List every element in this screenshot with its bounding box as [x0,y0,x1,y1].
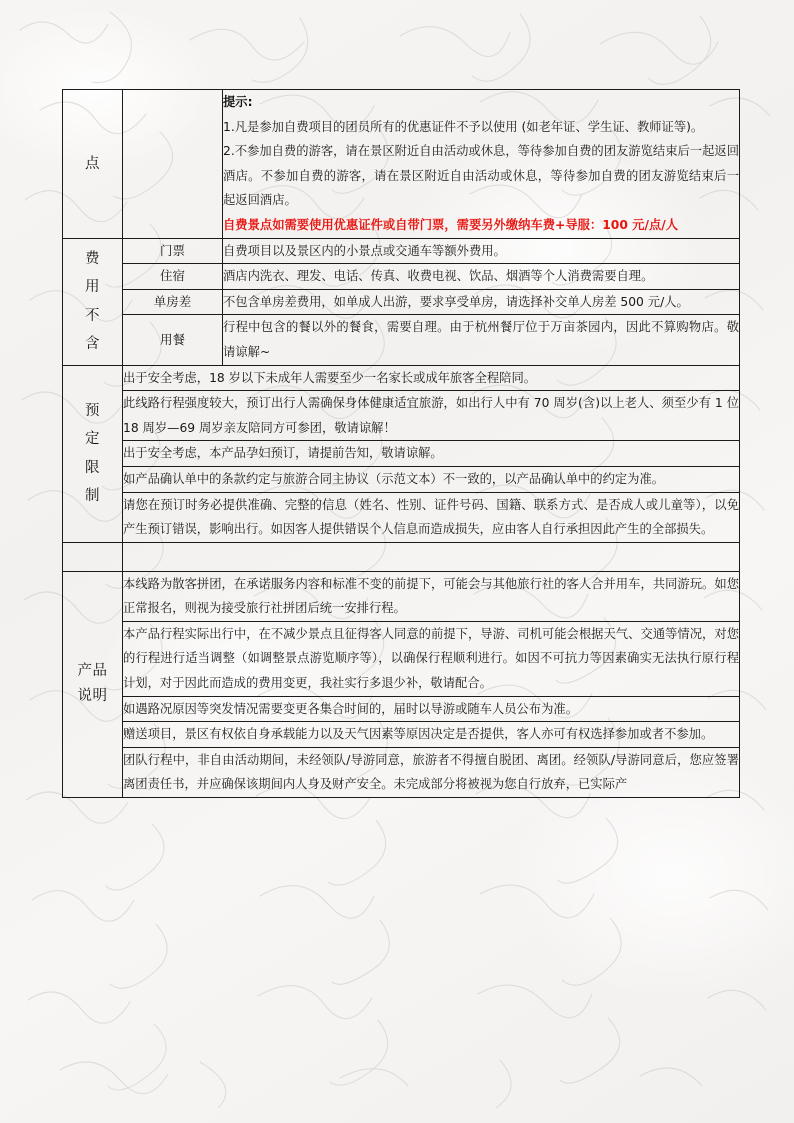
category-label-tips [63,90,123,239]
sub-label-tips [123,90,223,239]
table-row [63,492,740,542]
sub-label-ticket: 门票 [123,238,223,264]
table-row [63,722,740,748]
table-row [63,289,740,315]
tips-item-2: 2.不参加自费的游客，请在景区附近自由活动或休息，等待参加自费的团友游览结束后一起返回酒店。不参加自费的游客，请在景区附近自由活动或休息，等待参加自费的团友游览结束后一起返回酒店。 [223,144,739,208]
product-note-leaving-group: 团队行程中，非自由活动期间，未经领队/导游同意，旅游者不得擅自脱团、离团。经领队/导游同意后，您应签署离团责任书，并应确保该期间内人身及财产安全。未完成部分将被视为您自行放弃，已实际产 [123,747,740,797]
table-row [63,365,740,391]
booking-restriction-minor: 出于安全考虑，18 岁以下未成年人需要至少一名家长或成年旅客全程陪同。 [123,365,740,391]
tips-warning: 自费景点如需要使用优惠证件或自带门票，需要另外缴纳车费+导服：100 元/点/人 [223,217,679,232]
tips-content [223,90,740,239]
fees-excluded-ticket: 自费项目以及景区内的小景点或交通车等额外费用。 [223,238,740,264]
category-label-booking-restrictions [63,365,123,542]
spacer-cell [123,542,740,571]
table-row [63,441,740,467]
category-label-fees-excluded [63,238,123,365]
table-row [63,238,740,264]
category-char: 定 [85,431,100,448]
table-row-spacer [63,542,740,571]
fees-excluded-single-supplement: 不包含单房差费用，如单成人出游，要求享受单房，请选择补交单人房差 500 元/人。 [223,289,740,315]
tips-heading: 提示: [223,95,253,109]
table-row [63,391,740,441]
category-char: 限 [85,459,100,476]
category-char: 用 [85,279,100,296]
table-row [63,466,740,492]
fees-excluded-accommodation: 酒店内洗衣、理发、电话、传真、收费电视、饮品、烟酒等个人消费需要自理。 [223,264,740,290]
sub-label-meals: 用餐 [123,315,223,365]
sub-label-accommodation: 住宿 [123,264,223,290]
booking-restriction-contract: 如产品确认单中的条款约定与旅游合同主协议（示范文本）不一致的，以产品确认单中的约定为准。 [123,466,740,492]
table-row [63,696,740,722]
category-char: 预 [85,403,100,420]
fees-excluded-meals: 行程中包含的餐以外的餐食，需要自理。由于杭州餐厅位于万亩茶园内，因此不算购物店。敬请谅解~ [223,315,740,365]
category-char: 点 [85,155,100,172]
booking-restriction-health: 此线路行程强度较大，预订出行人需确保身体健康适宜旅游，如出行人中有 70 周岁(含)以上老人、须至少有 1 位 18 周岁—69 周岁亲友陪同方可参团，敬请谅解！ [123,391,740,441]
sub-label-single-supplement: 单房差 [123,289,223,315]
table-row [63,571,740,621]
category-char: 说明 [77,688,108,705]
table-row [63,315,740,365]
category-char: 含 [85,335,100,352]
category-label-spacer [63,542,123,571]
category-char: 产品 [77,662,108,679]
category-char: 费 [85,251,100,268]
table-row [63,264,740,290]
table-row [63,90,740,239]
product-note-gift-items: 赠送项目，景区有权依自身承载能力以及天气因素等原因决定是否提供，客人亦可有权选择参加或者不参加。 [123,722,740,748]
category-char: 不 [85,307,100,324]
table-row [63,747,740,797]
category-label-product-notes [63,571,123,797]
category-char: 制 [85,487,100,504]
booking-restriction-accurate-info: 请您在预订时务必提供准确、完整的信息（姓名、性别、证件号码、国籍、联系方式、是否成人或儿童等），以免产生预订错误，影响出行。如因客人提供错误个人信息而造成损失，应由客人自行承担因此产生的全部损失。 [123,492,740,542]
product-note-group-tour: 本线路为散客拼团，在承诺服务内容和标准不变的前提下，可能会与其他旅行社的客人合并用车，共同游玩。如您正常报名，则视为接受旅行社拼团后统一安排行程。 [123,571,740,621]
product-terms-table [62,89,740,798]
product-note-itinerary-adjustment: 本产品行程实际出行中，在不减少景点且征得客人同意的前提下，导游、司机可能会根据天气、交通等情况，对您的行程进行适当调整（如调整景点游览顺序等），以确保行程顺利进行。如因不可抗力等因素确实无法执行原行程计划，对于因此而造成的费用变更，我社实行多退少补，敬请配合。 [123,621,740,696]
tips-item-1: 1.凡是参加自费项目的团员所有的优惠证件不予以使用 (如老年证、学生证、教师证等)。 [223,119,704,134]
product-note-meeting-time: 如遇路况原因等突发情况需要变更各集合时间的，届时以导游或随车人员公布为准。 [123,696,740,722]
table-row [63,621,740,696]
booking-restriction-pregnancy: 出于安全考虑，本产品孕妇预订，请提前告知，敬请谅解。 [123,441,740,467]
